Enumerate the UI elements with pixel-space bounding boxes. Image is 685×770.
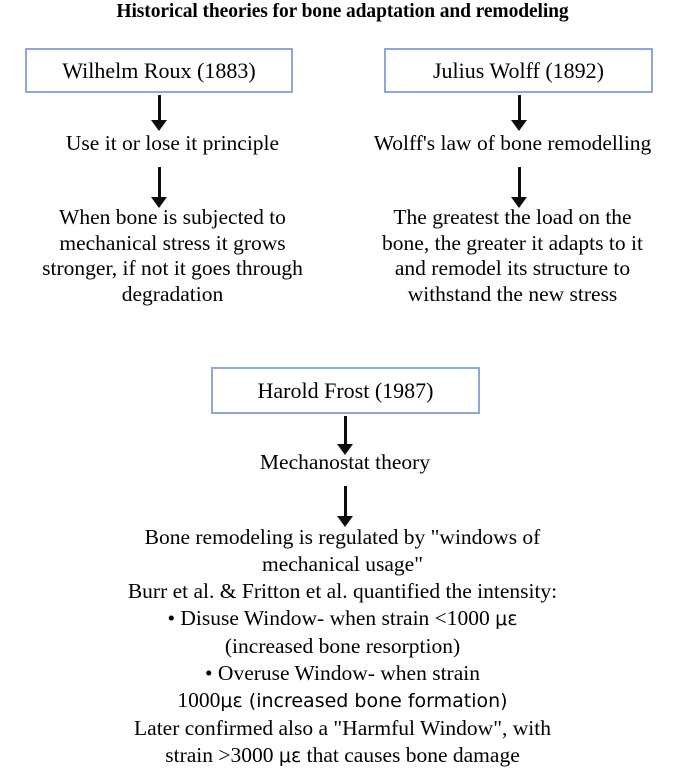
node-box-harold-frost[interactable] — [211, 367, 480, 414]
node-label-harold-frost: Harold Frost (1987) — [257, 377, 434, 403]
bullet-line: • Overuse Window- when strain — [205, 661, 480, 685]
text-line: Wolff's law of bone remodelling — [373, 131, 652, 155]
arrow-roux-step1-to-step2 — [148, 167, 170, 209]
text-line: mechanical stress it grows — [59, 230, 286, 255]
text-line: bone, the greater it adapts to it — [382, 230, 643, 255]
text-line: The greatest the load on the — [393, 205, 632, 229]
text-line: 1000μɛ (increased bone formation) — [177, 688, 508, 712]
text-wolff-step2 — [340, 205, 685, 307]
text-line: Burr et al. & Fritton et al. quantified the intensity: — [127, 579, 558, 603]
text-line: Later confirmed also a "Harmful Window", with — [134, 716, 551, 740]
node-box-julius-wolff[interactable] — [384, 48, 653, 93]
text-line: Bone remodeling is regulated by "windows of — [144, 525, 541, 549]
text-line: and remodel its structure to — [394, 256, 631, 280]
arrow-roux-to-step1 — [148, 95, 170, 132]
node-box-wilhelm-roux[interactable] — [25, 48, 293, 93]
text-frost-step1 — [170, 450, 520, 476]
text-line: degradation — [121, 281, 224, 306]
text-roux-step2 — [0, 205, 345, 307]
text-line: withstand the new stress — [407, 281, 618, 306]
text-line: mechanical usage" — [262, 552, 423, 576]
bullet-line: • Disuse Window- when strain <1000 μɛ — [167, 606, 518, 630]
arrow-wolff-to-step1 — [508, 95, 530, 132]
text-line: stronger, if not it goes through — [42, 256, 303, 280]
node-label-wilhelm-roux: Wilhelm Roux (1883) — [62, 57, 256, 83]
arrow-wolff-step1-to-step2 — [508, 167, 530, 209]
node-label-julius-wolff: Julius Wolff (1892) — [433, 57, 604, 83]
text-roux-step1 — [0, 131, 345, 157]
text-line: Mechanostat theory — [259, 450, 431, 474]
text-line: (increased bone resorption) — [224, 634, 461, 658]
page-title: Historical theories for bone adaptation and remodeling — [116, 1, 569, 22]
arrow-frost-step1-to-step2 — [334, 486, 356, 528]
text-line: Use it or lose it principle — [65, 131, 280, 155]
text-frost-step2 — [0, 524, 685, 770]
text-line: When bone is subjected to — [59, 205, 286, 229]
text-line: strain >3000 μɛ that causes bone damage — [165, 743, 520, 767]
text-wolff-step1 — [340, 131, 685, 157]
